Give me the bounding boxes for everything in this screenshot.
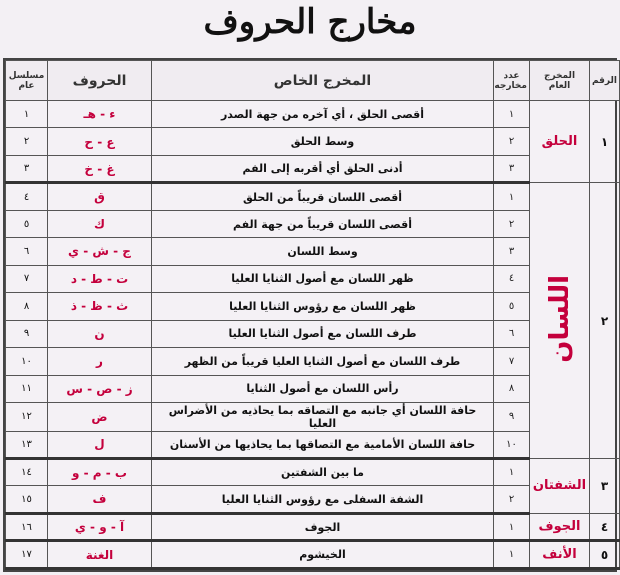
table-row bbox=[6, 458, 620, 485]
row-specific-point: الخيشوم bbox=[152, 541, 494, 569]
group-area: الشفتان bbox=[530, 458, 590, 513]
group-area-label: اللسان bbox=[544, 274, 575, 363]
table-row bbox=[6, 293, 620, 320]
row-specific-point: حافة اللسان أي جانبه مع التصاقه بما يحاذيه من الأضراس العليا bbox=[152, 402, 494, 431]
row-index: ١ bbox=[494, 183, 530, 210]
row-serial: ٩ bbox=[6, 320, 48, 347]
group-rank: ١ bbox=[590, 101, 620, 183]
row-index: ٨ bbox=[494, 375, 530, 402]
table-row bbox=[6, 513, 620, 540]
row-letters: ر bbox=[48, 348, 152, 375]
row-specific-point: الجوف bbox=[152, 513, 494, 540]
row-index: ٥ bbox=[494, 293, 530, 320]
row-index: ٧ bbox=[494, 348, 530, 375]
group-rank: ٢ bbox=[590, 183, 620, 459]
row-serial: ١ bbox=[6, 101, 48, 128]
row-index: ٤ bbox=[494, 265, 530, 292]
row-letters: ن bbox=[48, 320, 152, 347]
row-serial: ١٦ bbox=[6, 513, 48, 540]
row-serial: ٨ bbox=[6, 293, 48, 320]
group-rank: ٤ bbox=[590, 513, 620, 540]
header-letters: الحروف bbox=[48, 61, 152, 101]
row-specific-point: طرف اللسان مع أصول الثنايا العليا قريباً من الظهر bbox=[152, 348, 494, 375]
group-rank: ٥ bbox=[590, 541, 620, 569]
row-letters: آ - و - ي bbox=[48, 513, 152, 540]
row-letters: ب - م - و bbox=[48, 458, 152, 485]
table-row bbox=[6, 155, 620, 182]
group-area: الحلق bbox=[530, 101, 590, 183]
table-row bbox=[6, 320, 620, 347]
row-index: ٢ bbox=[494, 128, 530, 155]
group-area bbox=[530, 183, 590, 459]
row-letters: ث - ظ - ذ bbox=[48, 293, 152, 320]
row-serial: ٢ bbox=[6, 128, 48, 155]
table-row bbox=[6, 402, 620, 431]
row-index: ٢ bbox=[494, 486, 530, 513]
page-title: مخارج الحروف bbox=[203, 2, 417, 42]
row-specific-point: حافة اللسان الأمامية مع التصاقها بما يحاذيها من الأسنان bbox=[152, 431, 494, 458]
row-index: ٦ bbox=[494, 320, 530, 347]
row-index: ١ bbox=[494, 541, 530, 569]
row-specific-point: أقصى الحلق ، أي آخره من جهة الصدر bbox=[152, 101, 494, 128]
table-row bbox=[6, 183, 620, 210]
row-specific-point: وسط الحلق bbox=[152, 128, 494, 155]
table-body bbox=[6, 101, 620, 569]
row-letters: ت - ط - د bbox=[48, 265, 152, 292]
row-specific-point: رأس اللسان مع أصول الثنايا bbox=[152, 375, 494, 402]
row-index: ٣ bbox=[494, 155, 530, 182]
row-index: ٣ bbox=[494, 238, 530, 265]
table-row bbox=[6, 486, 620, 513]
table-row bbox=[6, 128, 620, 155]
row-specific-point: الشفة السفلى مع رؤوس الثنايا العليا bbox=[152, 486, 494, 513]
row-letters: ض bbox=[48, 402, 152, 431]
header-specific-point: المخرج الخاص bbox=[152, 61, 494, 101]
table-header-row bbox=[6, 61, 620, 101]
row-letters: الغنة bbox=[48, 541, 152, 569]
row-serial: ١٠ bbox=[6, 348, 48, 375]
row-serial: ١٤ bbox=[6, 458, 48, 485]
row-specific-point: ظهر اللسان مع رؤوس الثنايا العليا bbox=[152, 293, 494, 320]
table-row bbox=[6, 375, 620, 402]
row-serial: ١٧ bbox=[6, 541, 48, 569]
row-serial: ٣ bbox=[6, 155, 48, 182]
row-letters: ج - ش - ي bbox=[48, 238, 152, 265]
header-rank: الرقم bbox=[590, 61, 620, 101]
row-letters: ق bbox=[48, 183, 152, 210]
row-letters: غ - خ bbox=[48, 155, 152, 182]
row-serial: ١٢ bbox=[6, 402, 48, 431]
makharij-table-container bbox=[3, 58, 617, 572]
header-general-point: المخرج العام bbox=[530, 61, 590, 101]
row-specific-point: أقصى اللسان قريباً من الحلق bbox=[152, 183, 494, 210]
row-specific-point: ظهر اللسان مع أصول الثنايا العليا bbox=[152, 265, 494, 292]
row-serial: ١٣ bbox=[6, 431, 48, 458]
table-row bbox=[6, 210, 620, 237]
table-row bbox=[6, 541, 620, 569]
row-index: ١ bbox=[494, 458, 530, 485]
row-specific-point: أقصى اللسان قريباً من جهة الفم bbox=[152, 210, 494, 237]
row-specific-point: طرف اللسان مع أصول الثنايا العليا bbox=[152, 320, 494, 347]
row-letters: ء - هـ bbox=[48, 101, 152, 128]
row-index: ١ bbox=[494, 513, 530, 540]
table-row bbox=[6, 348, 620, 375]
row-index: ٩ bbox=[494, 402, 530, 431]
header-serial: مسلسل عام bbox=[6, 61, 48, 101]
row-letters: ف bbox=[48, 486, 152, 513]
group-area: الجوف bbox=[530, 513, 590, 540]
row-specific-point: وسط اللسان bbox=[152, 238, 494, 265]
row-letters: ز - ص - س bbox=[48, 375, 152, 402]
table-row bbox=[6, 101, 620, 128]
row-specific-point: أدنى الحلق أي أقربه إلى الفم bbox=[152, 155, 494, 182]
table-row bbox=[6, 238, 620, 265]
row-specific-point: ما بين الشفتين bbox=[152, 458, 494, 485]
group-rank: ٣ bbox=[590, 458, 620, 513]
row-serial: ١١ bbox=[6, 375, 48, 402]
makharij-table bbox=[5, 60, 620, 570]
row-serial: ٤ bbox=[6, 183, 48, 210]
table-row bbox=[6, 265, 620, 292]
row-serial: ٧ bbox=[6, 265, 48, 292]
row-index: ١٠ bbox=[494, 431, 530, 458]
table-row bbox=[6, 431, 620, 458]
row-serial: ٦ bbox=[6, 238, 48, 265]
row-letters: ل bbox=[48, 431, 152, 458]
row-index: ٢ bbox=[494, 210, 530, 237]
group-area: الأنف bbox=[530, 541, 590, 569]
row-letters: ك bbox=[48, 210, 152, 237]
row-letters: ع - ح bbox=[48, 128, 152, 155]
header-count: عدد مخارجه bbox=[494, 61, 530, 101]
row-serial: ١٥ bbox=[6, 486, 48, 513]
row-serial: ٥ bbox=[6, 210, 48, 237]
row-index: ١ bbox=[494, 101, 530, 128]
